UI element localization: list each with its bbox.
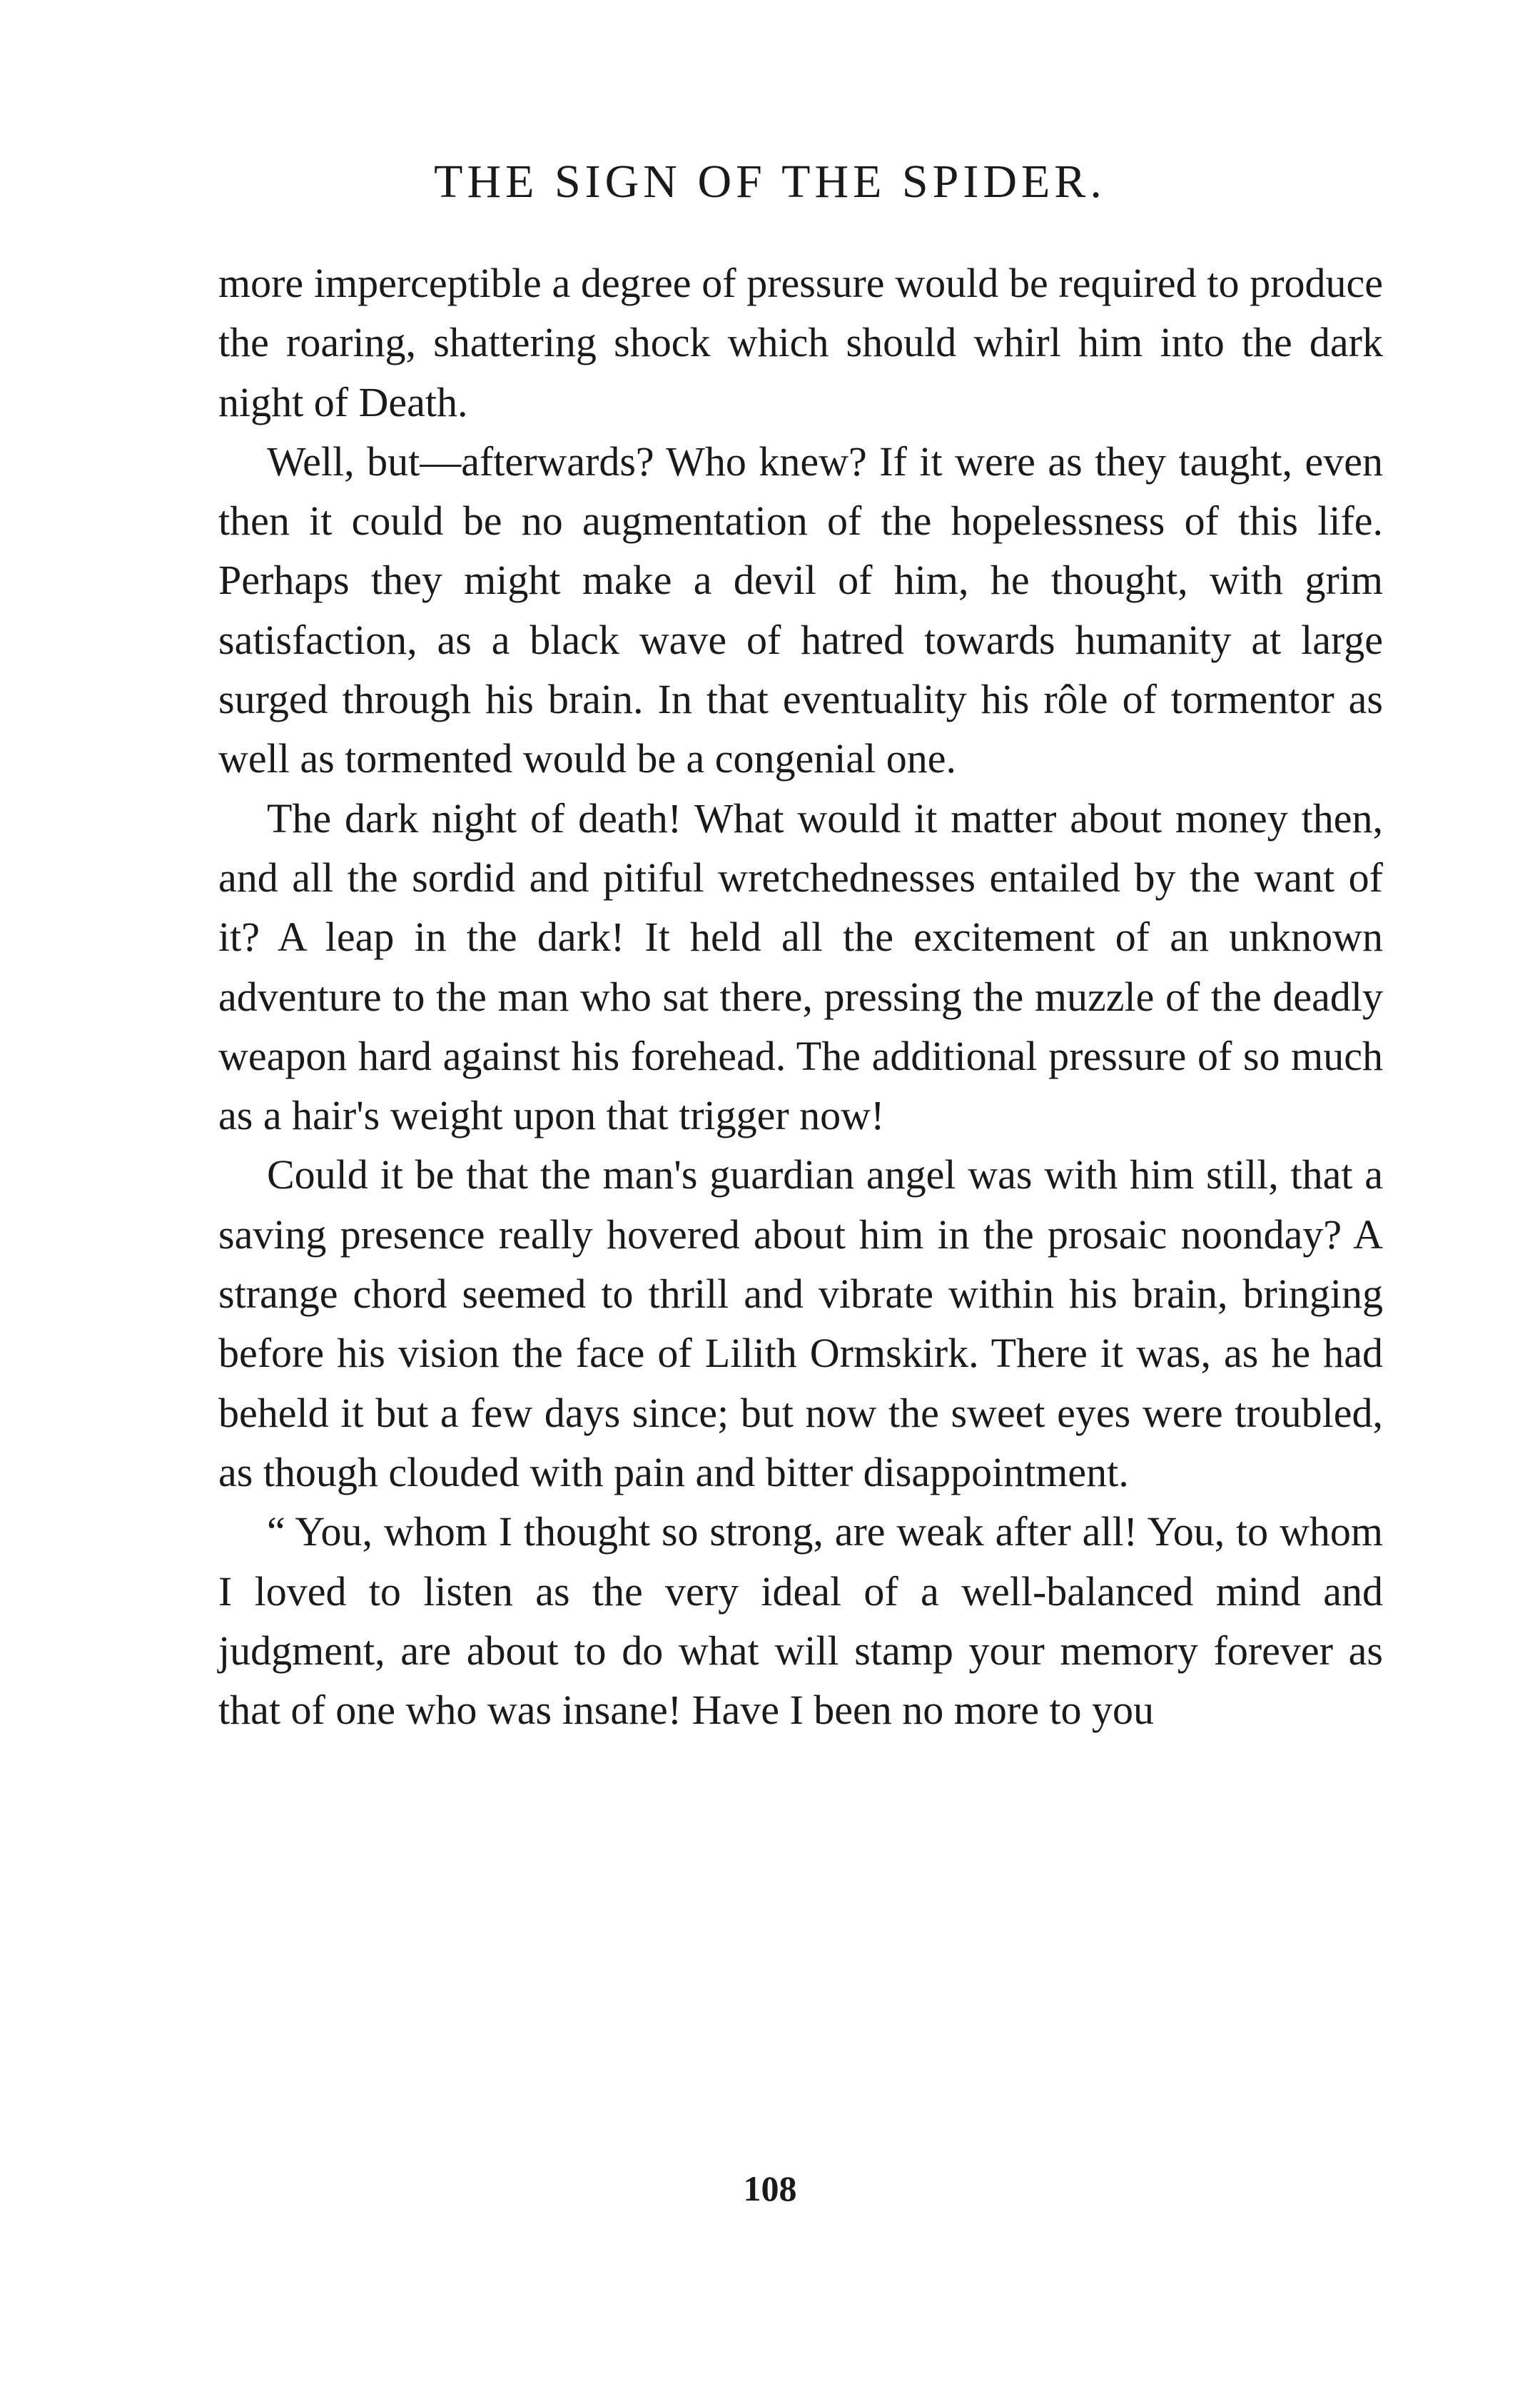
- page-number: 108: [743, 2168, 797, 2208]
- paragraph: Well, but—afterwards? Who knew? If it were as they taught, even then it could be no augmentation of the hopelessness of this life. Perhaps they might make a devil of him, he thought, with grim satisfaction, as a black wave of hatred towards humanity at large surged through his brain. In that eventuality his rôle of tormentor as well as tormented would be a congenial one.: [218, 438, 1383, 782]
- running-title: THE SIGN OF THE SPIDER.: [434, 156, 1106, 208]
- body-text: [218, 253, 1383, 1739]
- paragraph: Could it be that the man's guardian angel was with him still, that a saving presence really hovered about him in the prosaic noonday? A strange chord seemed to thrill and vibrate within his brain, bringing before his vision the face of Lilith Ormskirk. There it was, as he had beheld it but a few days since; but now the sweet eyes were troubled, as though clouded with pain and bitter disappointment.: [218, 1151, 1383, 1495]
- paragraph: “ You, whom I thought so strong, are weak after all! You, to whom I loved to listen as the very ideal of a well-balanced mind and judgment, are about to do what will stamp your memory forever as that of one who was insane! Have I been no more to you: [218, 1508, 1383, 1734]
- paragraph: The dark night of death! What would it matter about money then, and all the sordid and pitiful wretchednesses entailed by the want of it? A leap in the dark! It held all the excitement of an unknown adventure to the man who sat there, pressing the muzzle of the deadly weapon hard against his forehead. The additional pressure of so much as a hair's weight upon that trigger now!: [218, 794, 1383, 1139]
- paragraph-continued: more imperceptible a degree of pressure would be required to produce the roaring, shattering shock which should whirl him into the dark night of Death.: [218, 260, 1383, 425]
